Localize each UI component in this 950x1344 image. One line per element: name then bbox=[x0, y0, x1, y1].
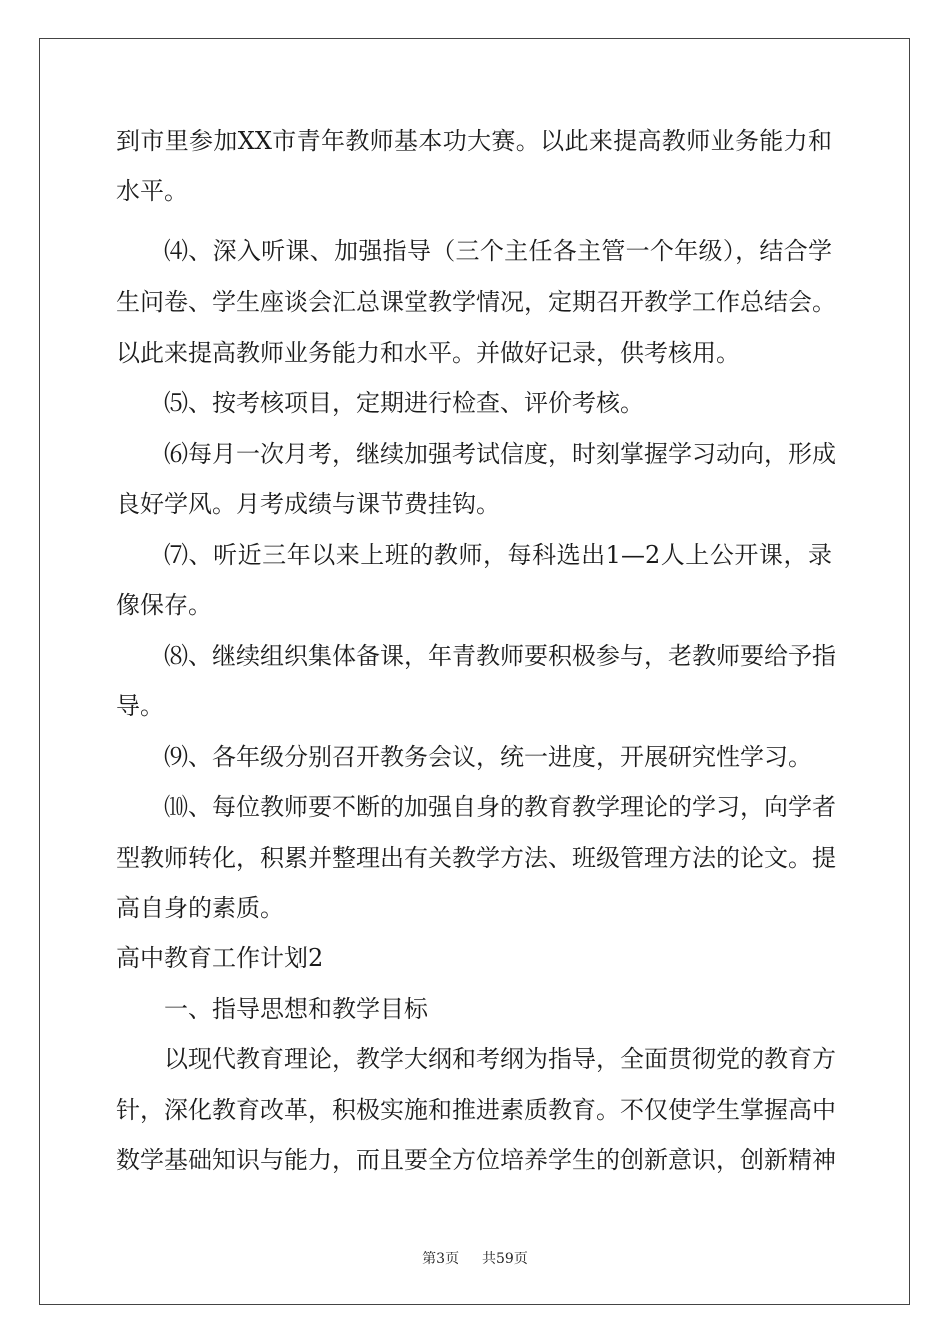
text-line: 导。 bbox=[116, 692, 164, 720]
text-line: ⑼、各年级分别召开教务会议，统一进度，开展研究性学习。 bbox=[164, 743, 812, 771]
text-line: 高自身的素质。 bbox=[116, 894, 284, 922]
text-line: ⑷、深入听课、加强指导（三个主任各主管一个年级），结合学 bbox=[164, 237, 832, 265]
text-line: ⑺、听近三年以来上班的教师，每科选出1—2人上公开课，录 bbox=[164, 541, 832, 569]
text-line: 以此来提高教师业务能力和水平。并做好记录，供考核用。 bbox=[116, 339, 740, 367]
text-line: ⑽、每位教师要不断的加强自身的教育教学理论的学习，向学者 bbox=[164, 793, 836, 821]
text-line: ⑹每月一次月考，继续加强考试信度，时刻掌握学习动向，形成 bbox=[164, 440, 836, 468]
text-line: 生问卷、学生座谈会汇总课堂教学情况，定期召开教学工作总结会。 bbox=[116, 288, 836, 316]
text-line: 针，深化教育改革，积极实施和推进素质教育。不仅使学生掌握高中 bbox=[116, 1096, 836, 1124]
subsection-heading: 一、指导思想和教学目标 bbox=[164, 995, 428, 1023]
text-line: 数学基础知识与能力，而且要全方位培养学生的创新意识，创新精神 bbox=[116, 1146, 836, 1174]
text-line: 以现代教育理论，教学大纲和考纲为指导，全面贯彻党的教育方 bbox=[164, 1045, 836, 1073]
text-line: 型教师转化，积累并整理出有关教学方法、班级管理方法的论文。提 bbox=[116, 844, 836, 872]
page-footer bbox=[0, 1248, 950, 1268]
text-line: 良好学风。月考成绩与课节费挂钩。 bbox=[116, 490, 500, 518]
text-line: ⑻、继续组织集体备课，年青教师要积极参与，老教师要给予指 bbox=[164, 642, 836, 670]
page-total: 共59页 bbox=[482, 1251, 528, 1267]
text-line: 水平。 bbox=[116, 177, 188, 205]
section-heading: 高中教育工作计划2 bbox=[116, 944, 324, 972]
page-number: 第3页 bbox=[422, 1251, 460, 1267]
text-line: ⑸、按考核项目，定期进行检查、评价考核。 bbox=[164, 389, 644, 417]
text-line: 像保存。 bbox=[116, 591, 212, 619]
text-line: 到市里参加XX市青年教师基本功大赛。以此来提高教师业务能力和 bbox=[116, 127, 832, 155]
